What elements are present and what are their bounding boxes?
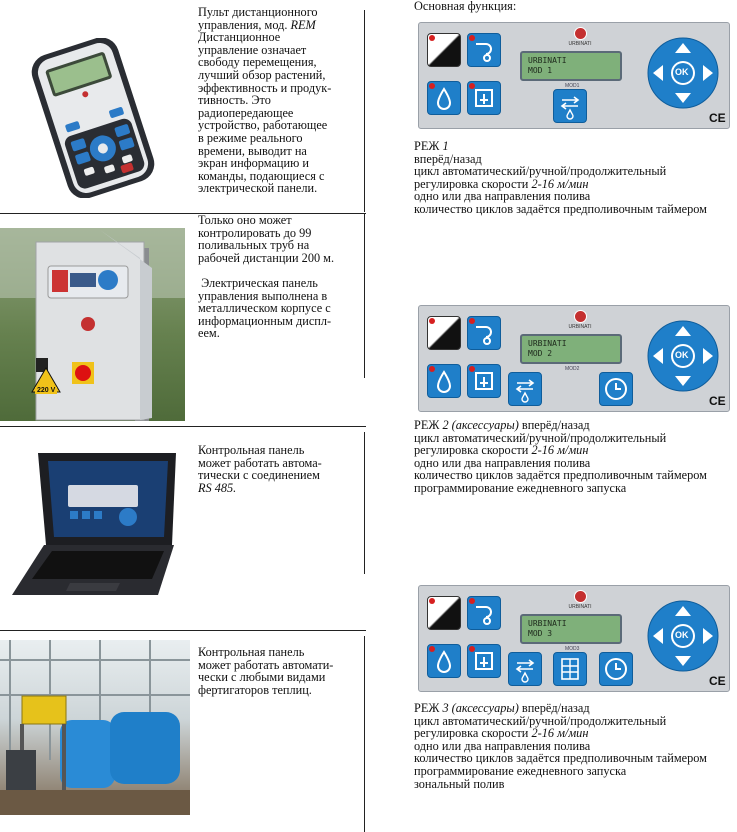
lcd-display: URBINATI MOD 2 bbox=[520, 334, 622, 364]
lcd-display: URBINATI MOD 1 bbox=[520, 51, 622, 81]
mod-label: MOD1 bbox=[565, 83, 580, 89]
control-panel-mod2 bbox=[418, 305, 730, 412]
status-led bbox=[429, 366, 435, 372]
remote-control-photo bbox=[18, 38, 168, 198]
mod-label: MOD3 bbox=[565, 646, 580, 652]
brand-logo: URBINATI bbox=[560, 590, 600, 610]
ce-mark: CE bbox=[709, 674, 726, 688]
ok-button[interactable]: OK bbox=[675, 630, 689, 640]
mode-3-description: РЕЖ 3 (аксессуары) вперёд/назад цикл автоматический/ручной/продолжительный регулировка скорости 2-16 м/мин одно или два направления полива количество циклов задаётся предполивочным таймером программирование ежедневного запуска зональный полив bbox=[414, 701, 707, 791]
zone-key[interactable] bbox=[553, 652, 587, 686]
mode-2-description: РЕЖ 2 (аксессуары) вперёд/назад цикл автоматический/ручной/продолжительный регулировка скорости 2-16 м/мин одно или два направления полива количество циклов задаётся предполивочным таймером программирование ежедневного запуска bbox=[414, 418, 707, 495]
ce-mark: CE bbox=[709, 111, 726, 125]
direction-key[interactable] bbox=[553, 89, 587, 123]
remote-description: Пульт дистанционного управления, мод. REM Дистанционное управление означает свободу перемещения, лучший обзор растений, эффективность и продук- тивность. Это радиопередающее устройство, работающее в режиме реального времени, выводит на экран информацию и команды, подающиеся с электрической панели. bbox=[198, 5, 332, 196]
direction-key[interactable] bbox=[508, 372, 542, 406]
electrical-cabinet-photo bbox=[0, 228, 185, 421]
status-led bbox=[469, 35, 475, 41]
brand-logo: URBINATI bbox=[560, 27, 600, 47]
clock-key[interactable] bbox=[599, 652, 633, 686]
voltage-label: 220 V bbox=[37, 387, 56, 394]
status-led bbox=[429, 83, 435, 89]
status-led bbox=[469, 598, 475, 604]
mode-1-description: РЕЖ 1 вперёд/назад цикл автоматический/ручной/продолжительный регулировка скорости 2-16 м/мин одно или два направления полива количество циклов задаётся предполивочным таймером bbox=[414, 139, 707, 216]
control-panel-mod3 bbox=[418, 585, 730, 692]
ok-button[interactable]: OK bbox=[675, 67, 689, 77]
divider bbox=[0, 426, 366, 427]
fertigator-description: Контрольная панель может работать автомати- чески с любыми видами фертигаторов теплиц. bbox=[198, 645, 334, 697]
status-led bbox=[469, 366, 475, 372]
status-led bbox=[469, 318, 475, 324]
cabinet-description: Только оно может контролировать до 99 поливальных труб на рабочей дистанции 200 м. Электрическая панель управления выполнена в металлическом корпусе с информационным диспл- еем. bbox=[198, 213, 335, 341]
divider bbox=[0, 630, 366, 631]
ok-button[interactable]: OK bbox=[675, 350, 689, 360]
status-led bbox=[429, 646, 435, 652]
status-led bbox=[469, 646, 475, 652]
status-led bbox=[429, 35, 435, 41]
lcd-display: URBINATI MOD 3 bbox=[520, 614, 622, 644]
ce-mark: CE bbox=[709, 394, 726, 408]
direction-key[interactable] bbox=[508, 652, 542, 686]
brand-logo: URBINATI bbox=[560, 310, 600, 330]
section-heading: Основная функция: bbox=[414, 0, 517, 13]
laptop-photo bbox=[8, 445, 180, 605]
status-led bbox=[429, 318, 435, 324]
control-panel-mod1 bbox=[418, 22, 730, 129]
status-led bbox=[429, 598, 435, 604]
fertigator-photo bbox=[0, 640, 190, 815]
status-led bbox=[469, 83, 475, 89]
clock-key[interactable] bbox=[599, 372, 633, 406]
mod-label: MOD2 bbox=[565, 366, 580, 372]
laptop-description: Контрольная панель может работать автома- тически с соединением RS 485. bbox=[198, 443, 322, 495]
